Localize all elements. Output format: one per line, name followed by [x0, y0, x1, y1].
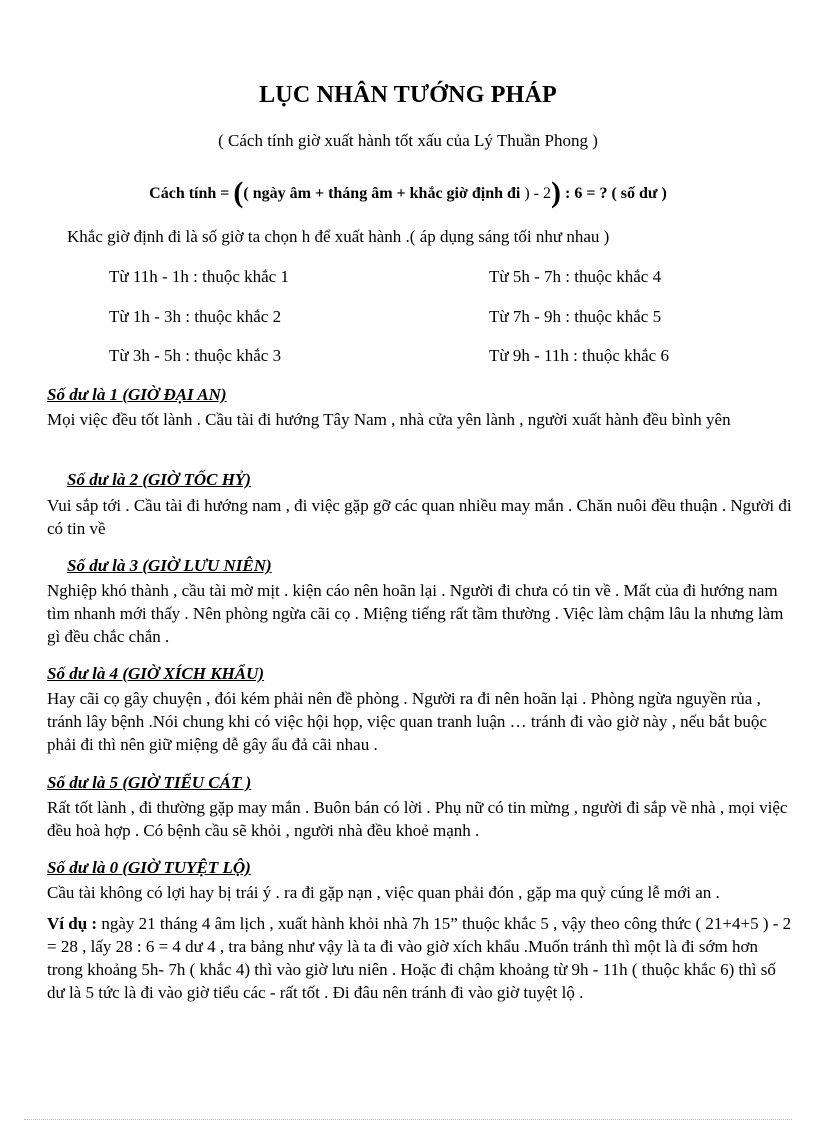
section-body: Mọi việc đều tốt lành . Cầu tài đi hướng Tây Nam , nhà cửa yên lành , người xuất hành đều bình yên	[47, 410, 731, 429]
example-label: Ví dụ :	[47, 914, 98, 933]
section-title: Số dư là 4 (GIỜ XÍCH KHẨU)	[47, 664, 265, 683]
section-title: Số dư là 1 (GIỜ ĐẠI AN)	[47, 385, 227, 404]
formula-open-paren: (	[233, 176, 244, 209]
section-body: Hay cãi cọ gây chuyện , đói kém phải nên đề phòng . Người ra đi nên hoãn lại . Phòng ngừa nguyền rủa , tránh lây bệnh .Nói chung khi có việc hội họp, việc quan tranh luận … tránh đi vào giờ này , nếu bắt buộc phải đi thì nên giữ miệng dễ gây ẩu đả cãi nhau .	[47, 689, 767, 754]
formula-line	[0, 176, 816, 210]
section-title: Số dư là 5 (GIỜ TIỂU CÁT )	[47, 773, 252, 792]
khac-item: Từ 5h - 7h : thuộc khắc 4	[489, 267, 662, 286]
example-text: ngày 21 tháng 4 âm lịch , xuất hành khỏi nhà 7h 15” thuộc khắc 5 , vậy theo công thức ( 21+4+5 ) - 2 = 28 , lấy 28 : 6 = 4 dư 4 , tra bảng như vậy là ta đi vào giờ xích khẩu .Muốn tránh thì một là đi sớm hơn trong khoảng 5h- 7h ( khắc 4) thì vào giờ lưu niên . Hoặc đi chậm khoảng từ 9h - 11h ( thuộc khắc 6) thì số dư là 5 tức là đi vào giờ tiểu các - rất tốt . Đi đâu nên tránh đi vào giờ tuyệt lộ .	[47, 914, 792, 1002]
section-body: Nghiệp khó thành , cầu tài mờ mịt . kiện cáo nên hoãn lại . Người đi chưa có tin về . Mất của đi hướng nam tìm nhanh mới thấy . Nên phòng ngừa cãi cọ . Miệng tiếng rất tầm thường . Việc làm chậm lâu la nhưng làm gì đều chắc chắn .	[47, 581, 784, 646]
section-title: Số dư là 3 (GIỜ LƯU NIÊN)	[67, 556, 272, 575]
khac-item: Từ 1h - 3h : thuộc khắc 2	[109, 307, 282, 326]
example-paragraph	[47, 912, 792, 1004]
formula-inner: ( ngày âm + tháng âm + khắc giờ định đi	[243, 185, 525, 202]
section-body: Rất tốt lành , đi thường gặp may mắn . Buôn bán có lời . Phụ nữ có tin mừng , người đi sắp về nhà , mọi việc đều hoà hợp . Có bệnh cầu sẽ khỏi , người nhà đều khoẻ mạnh .	[47, 798, 788, 840]
page-bottom-divider	[24, 1119, 792, 1120]
khac-item: Từ 9h - 11h : thuộc khắc 6	[489, 346, 669, 365]
formula-label: Cách tính =	[149, 185, 234, 202]
page-subtitle: ( Cách tính giờ xuất hành tốt xấu của Lý Thuần Phong )	[218, 131, 598, 150]
formula-close-paren: )	[551, 176, 561, 209]
section-body: Vui sắp tới . Cầu tài đi hướng nam , đi việc gặp gỡ các quan nhiều may mắn . Chăn nuôi đều thuận . Người đi có tin về	[47, 496, 792, 538]
page-title: LỤC NHÂN TƯỚNG PHÁP	[259, 82, 557, 108]
section-body: Cầu tài không có lợi hay bị trái ý . ra đi gặp nạn , việc quan phải đón , gặp ma quỷ cúng lễ mới an .	[47, 883, 720, 902]
khac-item: Từ 7h - 9h : thuộc khắc 5	[489, 307, 662, 326]
section-title: Số dư là 2 (GIỜ TỐC HỶ)	[67, 470, 251, 489]
formula-tail: : 6 = ? ( số dư )	[561, 185, 667, 202]
khac-item: Từ 11h - 1h : thuộc khắc 1	[109, 267, 289, 286]
formula-minus: ) - 2	[524, 185, 551, 202]
khac-item: Từ 3h - 5h : thuộc khắc 3	[109, 346, 282, 365]
intro-text: Khắc giờ định đi là số giờ ta chọn h để xuất hành .( áp dụng sáng tối như nhau )	[67, 227, 610, 246]
section-title: Số dư là 0 (GIỜ TUYỆT LỘ)	[47, 858, 251, 877]
